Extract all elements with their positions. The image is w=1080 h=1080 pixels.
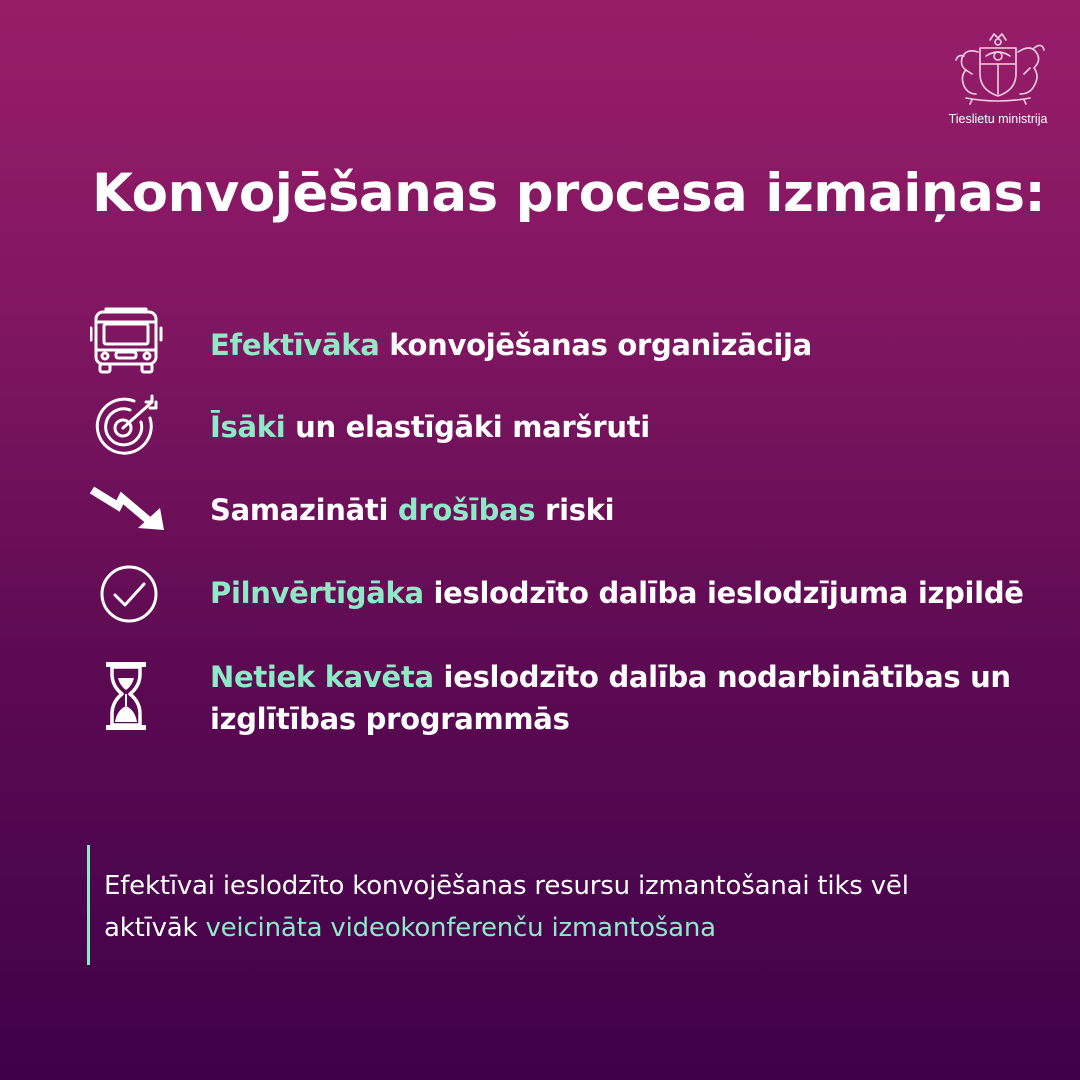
item-rest: konvojēšanas organizācija: [379, 328, 812, 362]
item-before: Samazināti: [210, 493, 398, 527]
page-title: Konvojēšanas procesa izmaiņas:: [92, 163, 1046, 224]
ministry-logo: [942, 30, 1054, 126]
item-rest: ieslodzīto dalība nodarbinātības un izglītības programmās: [210, 660, 1011, 736]
item-rest: un elastīgāki maršruti: [285, 410, 650, 444]
coat-of-arms-icon: [946, 30, 1050, 106]
footer-text-main: Efektīvai ieslodzīto konvojēšanas resursu izmantošanai tiks vēl aktīvāk: [104, 871, 909, 943]
item-highlight: drošības: [397, 493, 536, 527]
footer-text: [104, 865, 1004, 949]
item-highlight: Efektīvāka: [210, 328, 380, 362]
check-circle-icon: [90, 556, 166, 632]
item-text: [210, 324, 1030, 366]
item-text: [210, 656, 1030, 740]
target-icon: [90, 388, 166, 464]
hourglass-icon: [90, 656, 166, 732]
bus-icon: [90, 306, 166, 382]
footer-note: [87, 845, 1010, 965]
item-highlight: Netiek kavēta: [210, 660, 434, 694]
item-rest: riski: [535, 493, 615, 527]
item-text: [210, 406, 1030, 448]
item-rest: ieslodzīto dalība ieslodzījuma izpildē: [423, 576, 1024, 610]
item-text: [210, 489, 1030, 531]
footer-highlight: veicināta videokonferenču izmantošana: [205, 913, 716, 943]
item-highlight: Pilnvērtīgāka: [210, 576, 424, 610]
trend-down-icon: [90, 468, 166, 544]
item-highlight: Īsāki: [210, 410, 286, 444]
item-text: [210, 572, 1030, 614]
ministry-name: Tieslietu ministrija: [948, 112, 1048, 126]
